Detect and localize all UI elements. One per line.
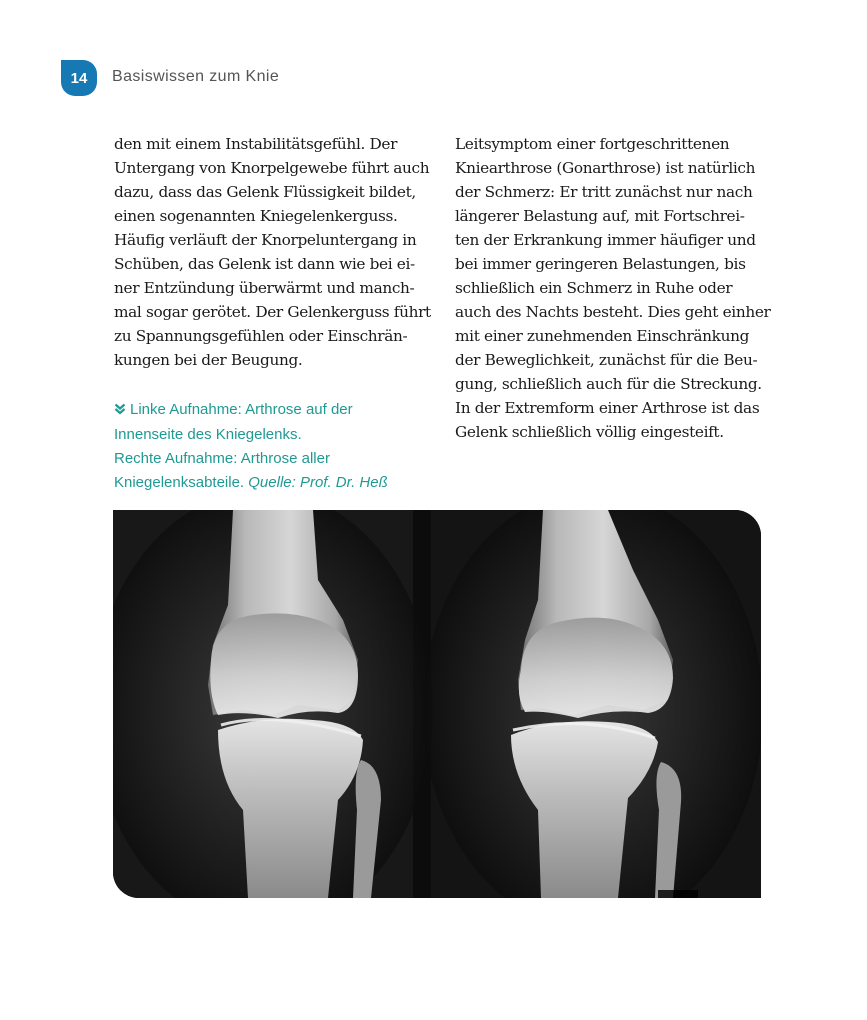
body-line: schließlich ein Schmerz in Ruhe oder [455,279,733,297]
body-line: Kniearthrose (Gonarthrose) ist natürlich [455,159,756,177]
body-line: Untergang von Knorpelgewebe führt auch [114,159,430,177]
body-line: der Beweglichkeit, zunächst für die Beu- [455,351,758,369]
body-line: Häufig verläuft der Knorpeluntergang in [114,231,417,249]
body-line: bei immer geringeren Belastungen, bis [455,255,746,273]
body-line: zu Spannungsgefühlen oder Einschrän- [114,327,408,345]
body-line: auch des Nachts besteht. Dies geht einher [455,303,771,321]
chevron-down-icon [114,399,126,423]
caption-source: Quelle: Prof. Dr. Heß [248,474,388,491]
page-number-badge [61,60,97,96]
body-line: kungen bei der Beugung. [114,351,303,369]
knee-xray-image [113,510,761,898]
page-number: 14 [70,69,88,87]
body-line: einen sogenannten Kniegelenkerguss. [114,207,398,225]
body-line: Gelenk schließlich völlig eingesteift. [455,423,724,441]
body-line: der Schmerz: Er tritt zunächst nur nach [455,183,753,201]
xray-illustration [113,510,761,898]
running-title: Basiswissen zum Knie [112,68,280,85]
body-line: ten der Erkrankung immer häufiger und [455,231,756,249]
caption-text: Linke Aufnahme: Arthrose auf der [130,401,353,418]
caption-line: Innenseite des Kniegelenks. [114,426,302,443]
body-line: den mit einem Instabilitätsgefühl. Der [114,135,398,153]
body-line: mal sogar gerötet. Der Gelenkerguss führt [114,303,431,321]
body-line: dazu, dass das Gelenk Flüssigkeit bildet, [114,183,416,201]
caption-text: Kniegelenksabteile. [114,474,245,491]
caption-line: Rechte Aufnahme: Arthrose aller [114,450,330,467]
figure-caption [114,398,434,495]
left-column [114,132,431,372]
body-line: Schüben, das Gelenk ist dann wie bei ei- [114,255,415,273]
body-line: ner Entzündung überwärmt und manch- [114,279,415,297]
body-line: Leitsymptom einer fortgeschrittenen [455,135,730,153]
caption-line [114,398,434,423]
body-line: mit einer zunehmenden Einschränkung [455,327,750,345]
right-column [455,132,771,444]
body-line: längerer Belastung auf, mit Fortschrei- [455,207,745,225]
caption-line [114,471,434,495]
body-line: In der Extremform einer Arthrose ist das [455,399,760,417]
body-line: gung, schließlich auch für die Streckung. [455,375,762,393]
